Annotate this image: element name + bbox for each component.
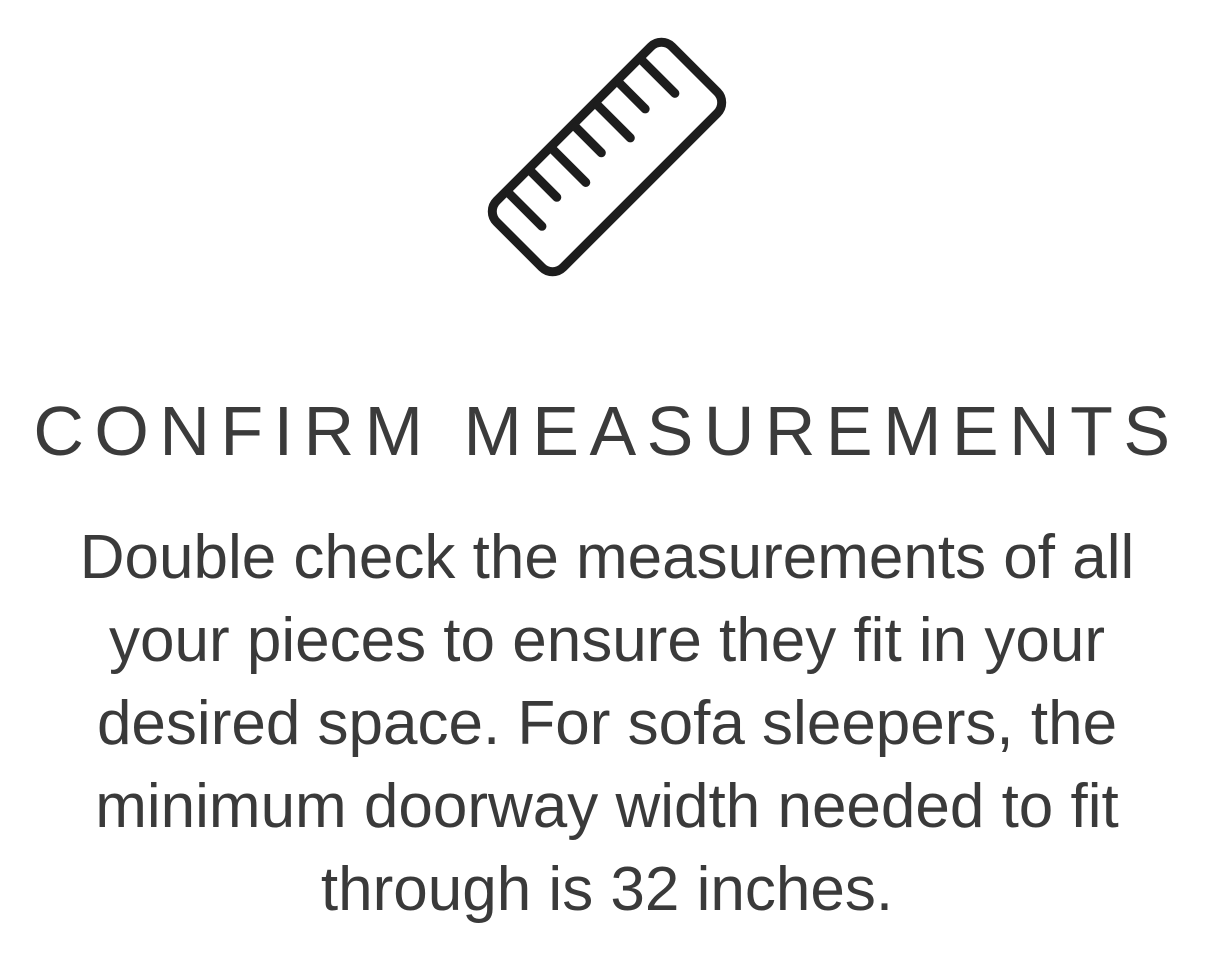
section-heading: CONFIRM MEASUREMENTS	[33, 392, 1181, 470]
ruler-icon	[482, 28, 732, 286]
body-text: Double check the measurements of all your pieces to ensure they fit in your desired space. For sofa sleepers, the minimum doorway width needed to fit through is 32 inches.	[79, 523, 1135, 924]
